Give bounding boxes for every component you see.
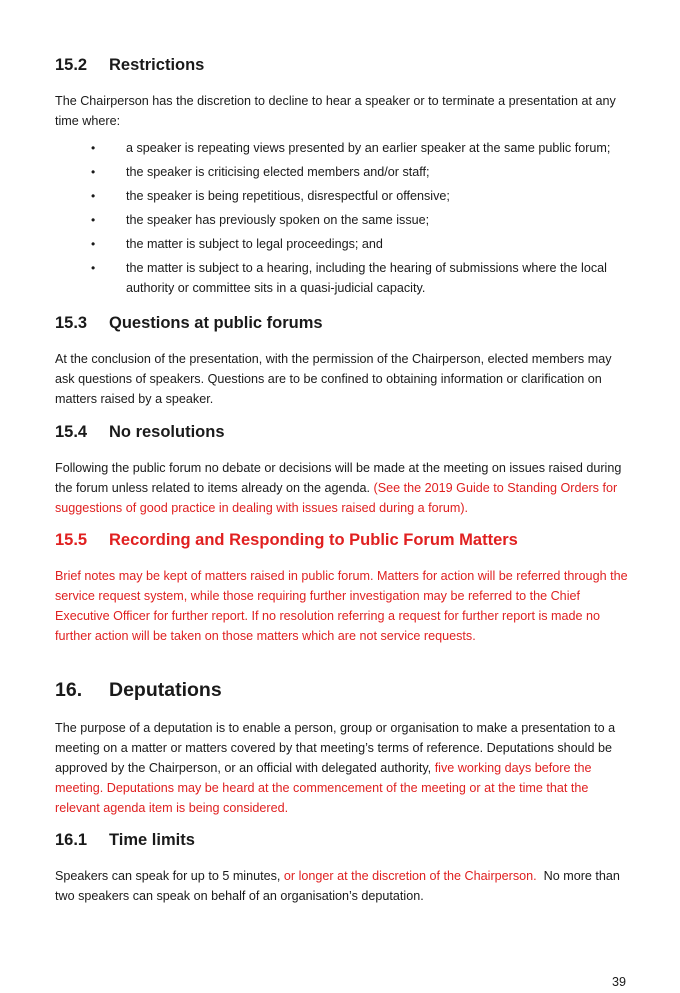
heading-15-4 — [55, 423, 225, 442]
heading-number: 15.5 — [55, 531, 88, 549]
paragraph-16-1: Speakers can speak for up to 5 minutes, or longer at the discretion of the Chairperson. No more than two speakers can speak on behalf of an organisation’s deputation. — [55, 869, 620, 903]
bullet-icon: • — [91, 213, 96, 227]
bullet-icon: • — [91, 165, 96, 179]
bullet-icon: • — [91, 141, 96, 155]
bullet-icon: • — [91, 189, 96, 203]
heading-number: 15.2 — [55, 56, 88, 74]
list-item: • the matter is subject to legal proceedings; and — [55, 234, 630, 254]
paragraph-15-4: Following the public forum no debate or decisions will be made at the meeting on issues raised during the forum unless related to items already on the agenda. (See the 2019 Guide to Standing Orders for suggestions of good practice in dealing with issues raised during a forum). — [55, 461, 622, 515]
amendment-text: or longer at the discretion of the Chairperson. — [283, 869, 537, 883]
heading-number: 16. — [55, 679, 83, 701]
bullet-icon: • — [91, 261, 96, 275]
paragraph-15-3: At the conclusion of the presentation, with the permission of the Chairperson, elected members may ask questions of speakers. Questions are to be confined to obtaining information or clarification on matters raised by a speaker. — [55, 352, 612, 406]
heading-16 — [55, 679, 222, 702]
list-item: • a speaker is repeating views presented by an earlier speaker at the same public forum; — [55, 138, 630, 158]
heading-number: 15.3 — [55, 314, 88, 332]
heading-15-2 — [55, 56, 204, 75]
heading-title: Deputations — [109, 679, 222, 701]
paragraph-15-2-intro: The Chairperson has the discretion to decline to hear a speaker or to terminate a presentation at any time where: — [55, 94, 616, 128]
heading-title: Recording and Responding to Public Forum Matters — [109, 531, 518, 549]
paragraph-16: The purpose of a deputation is to enable a person, group or organisation to make a presentation to a meeting on a matter or matters covered by that meeting’s terms of reference. Deputations should be approved by the Chairperson, or an official with delegated authority, five working days before the meeting. Deputations may be heard at the commencement of the meeting or at the time that the relevant agenda item is being considered. — [55, 721, 616, 815]
heading-title: No resolutions — [109, 423, 225, 441]
heading-title: Questions at public forums — [109, 314, 323, 332]
heading-number: 16.1 — [55, 831, 88, 849]
list-item: • the matter is subject to a hearing, including the hearing of submissions where the local authority or committee sits in a quasi-judicial capacity. — [55, 258, 630, 298]
heading-16-1 — [55, 831, 195, 850]
heading-number: 15.4 — [55, 423, 88, 441]
list-item: • the speaker is criticising elected members and/or staff; — [55, 162, 630, 182]
amendment-text: (See the 2019 Guide to Standing Orders for suggestions of good practice in dealing with issues raised during a forum). — [55, 481, 618, 515]
heading-title: Time limits — [109, 831, 195, 849]
bullet-icon: • — [91, 237, 96, 251]
heading-15-3 — [55, 314, 323, 333]
heading-title: Restrictions — [109, 56, 205, 74]
heading-15-5 — [55, 531, 518, 550]
restrictions-list — [55, 138, 630, 302]
page-number: 39 — [612, 975, 627, 989]
amendment-text: five working days before the meeting. Deputations may be heard at the commencement of the meeting or at the time that the relevant agenda item is being considered. — [55, 761, 592, 815]
list-item: • the speaker is being repetitious, disrespectful or offensive; — [55, 186, 630, 206]
list-item: • the speaker has previously spoken on the same issue; — [55, 210, 630, 230]
paragraph-15-5: Brief notes may be kept of matters raised in public forum. Matters for action will be referred through the service request system, while those requiring further investigation may be referred to the Chief Executive Officer for further report. If no resolution referring a request for further report is made no further action will be taken on those matters which are not service requests. — [55, 569, 628, 643]
